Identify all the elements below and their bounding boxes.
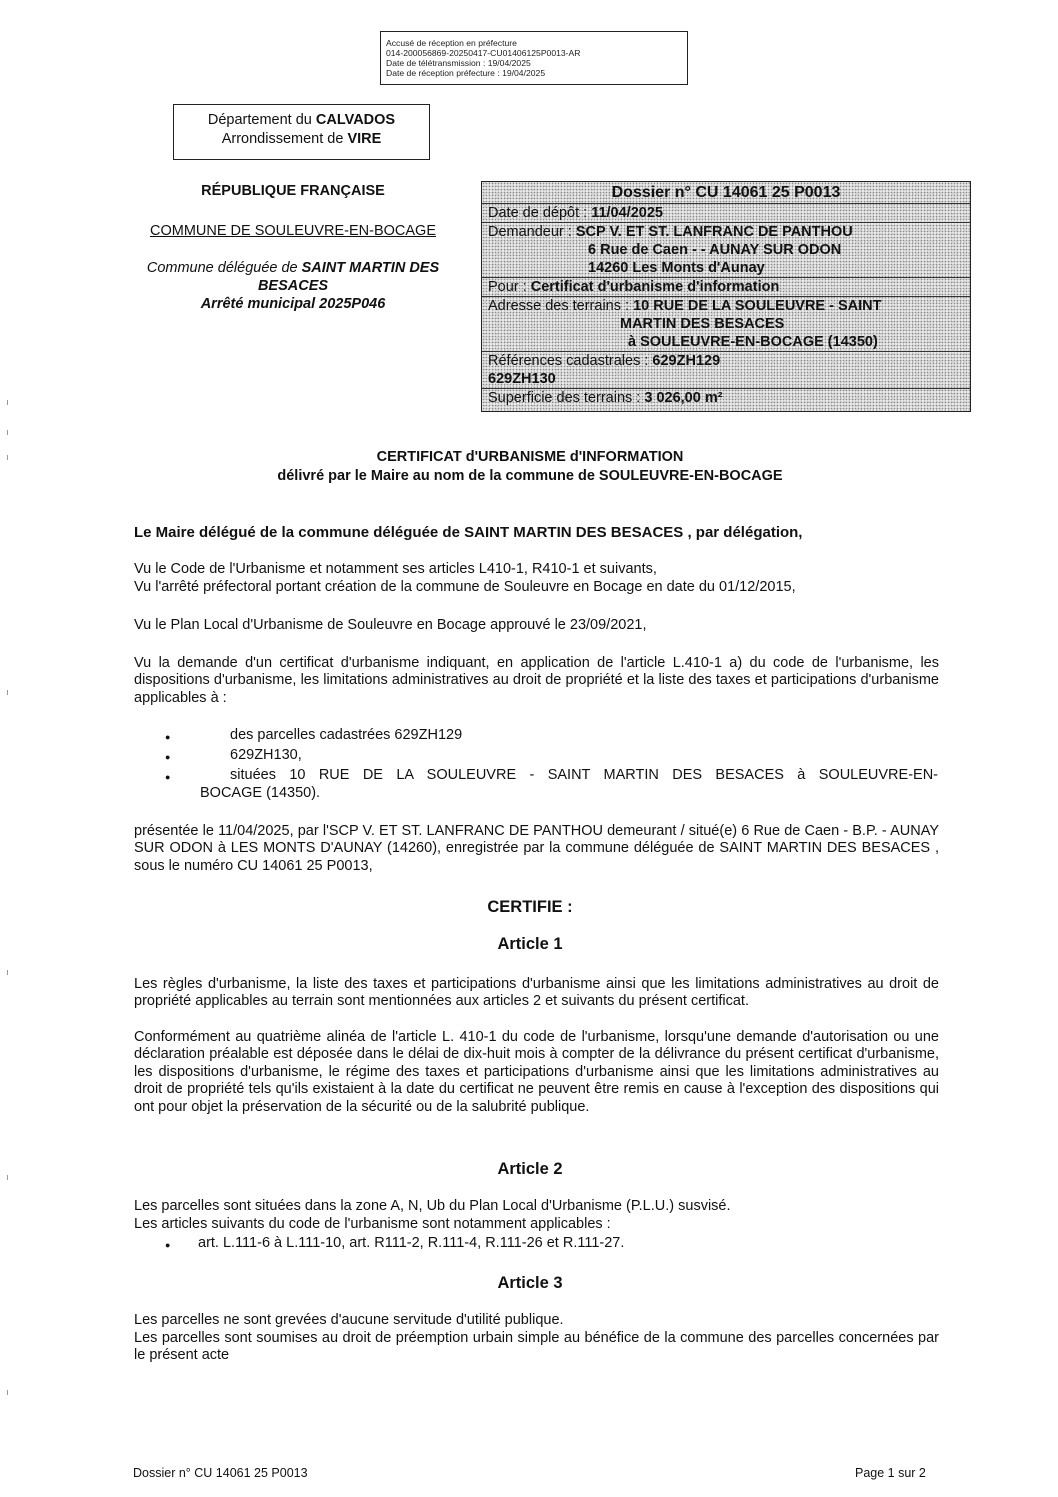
department-name: CALVADOS [315,112,396,128]
date-label: Date de dépôt : [488,205,592,221]
applicant-name: SCP V. ET ST. LANFRANC DE PANTHOU [575,224,853,240]
dossier-area-row [482,389,970,407]
bullet-icon: ● [165,772,171,782]
arrete-number: Arrêté municipal 2025P046 [200,296,386,312]
cadastral-label: Références cadastrales : [488,353,653,369]
article-2-line: Les articles suivants du code de l'urbanisme sont notamment applicables : [134,1216,611,1232]
scan-mark [7,1175,8,1180]
reception-stamp [380,31,688,85]
scan-mark [7,690,8,695]
dossier-address-row [482,297,970,352]
scan-mark [7,430,8,435]
dossier-box [481,181,971,412]
arrondissement-name: VIRE [347,131,382,147]
article-2-heading: Article 2 [497,1160,563,1178]
vu-code: Vu le Code de l'Urbanisme et notamment ses articles L410-1, R410-1 et suivants, [134,561,657,577]
dossier-title: Dossier n° CU 14061 25 P0013 [482,182,970,204]
for-value: Certificat d'urbanisme d'information [530,279,780,295]
article-1-paragraph: Conformément au quatrième alinéa de l'article L. 410-1 du code de l'urbanisme, lorsqu'une demande d'autorisation ou une déclaration préalable est déposée dans le délai de dix-huit mois à compter de la délivrance du présent certificat d'urbanisme, les dispositions d'urbanisme, le régime des taxes et participations d'urbanisme ainsi que les limitations administratives au droit de propriété tels qu'ils existaient à la date du certificat ne peuvent être remis en cause à l'exception des dispositions qui ont pour objet la préservation de la sécurité ou de la salubrité publique. [134,1029,939,1115]
certifie-heading: CERTIFIE : [487,898,573,916]
area-value: 3 026,00 m² [644,390,723,406]
arrondissement-line [174,130,429,149]
scan-mark [7,970,8,975]
article-2-line: Les parcelles sont situées dans la zone A, N, Ub du Plan Local d'Urbanisme (P.L.U.) susvisé. [134,1198,731,1214]
delegated-prefix: Commune déléguée de [146,260,302,276]
dossier-for-row [482,278,970,297]
republic-heading: RÉPUBLIQUE FRANÇAISE [201,183,385,199]
dossier-cadastral-row [482,352,970,389]
article-1-paragraph: Les règles d'urbanisme, la liste des taxes et participations d'urbanisme ainsi que les limitations administratives au droit de propriété applicables au terrain sont mentionnées aux articles 2 et suivants du présent certificat. [134,976,939,1010]
department-box [173,104,430,160]
dossier-applicant-row [482,223,970,278]
bullet-icon: ● [165,1240,171,1250]
list-item: des parcelles cadastrées 629ZH129 [230,727,463,743]
vu-demande: Vu la demande d'un certificat d'urbanisme indiquant, en application de l'article L.410-1 a) du code de l'urbanisme, les dispositions d'urbanisme, les limitations administratives au droit de propriété et la liste des taxes et participations d'urbanisme applicables à : [134,655,939,706]
applicant-address-line: 14260 Les Monts d'Aunay [588,260,765,276]
presented-statement: présentée le 11/04/2025, par l'SCP V. ET ST. LANFRANC DE PANTHOU demeurant / situé(e) 6 Rue de Caen - B.P. - AUNAY SUR ODON à LES MONTS D'AUNAY (14260), enregistrée par la commune déléguée de SAINT MARTIN DES BESACES , sous le numéro CU 14061 25 P0013, [134,823,939,874]
delegated-commune [128,259,458,295]
cadastral-ref: 629ZH130 [488,371,556,387]
stamp-line: Accusé de réception en préfecture [386,38,517,48]
stamp-line: Date de télétransmission : 19/04/2025 [386,58,531,68]
bullet-icon: ● [165,732,171,742]
vu-plu: Vu le Plan Local d'Urbanisme de Souleuvre en Bocage approuvé le 23/09/2021, [134,617,647,633]
department-prefix: Département du [207,112,316,128]
certificate-subtitle: délivré par le Maire au nom de la commune de SOULEUVRE-EN-BOCAGE [277,468,783,484]
delegated-name: SAINT MARTIN DES BESACES [257,260,440,294]
address-line: MARTIN DES BESACES [620,316,785,332]
arrondissement-prefix: Arrondissement de [221,131,348,147]
article-3-heading: Article 3 [497,1274,563,1292]
department-line [174,111,429,130]
date-value: 11/04/2025 [591,205,663,221]
article-3-line: Les parcelles sont soumises au droit de préemption urbain simple au bénéfice de la commune des parcelles concernées par le présent acte [134,1330,939,1364]
scan-mark [7,455,8,460]
cadastral-ref: 629ZH129 [652,353,721,369]
list-item: situées 10 RUE DE LA SOULEUVRE - SAINT MARTIN DES BESACES à SOULEUVRE-EN- [230,767,938,783]
footer-dossier: Dossier n° CU 14061 25 P0013 [133,1466,308,1480]
scan-mark [7,400,8,405]
list-item-continuation: BOCAGE (14350). [200,785,321,801]
list-item: 629ZH130, [230,747,302,763]
stamp-line: Date de réception préfecture : 19/04/2025 [386,68,546,78]
address-label: Adresse des terrains : [488,298,634,314]
article-3-line: Les parcelles ne sont grevées d'aucune servitude d'utilité publique. [134,1312,564,1328]
bullet-icon: ● [165,752,171,762]
commune-heading: COMMUNE DE SOULEUVRE-EN-BOCAGE [149,223,436,239]
article-1-heading: Article 1 [497,935,563,953]
vu-arrete: Vu l'arrêté préfectoral portant création de la commune de Souleuvre en Bocage en date du 01/12/2015, [134,579,796,595]
dossier-date-row [482,204,970,223]
address-line: à SOULEUVRE-EN-BOCAGE (14350) [628,334,878,350]
scan-mark [7,1390,8,1395]
certificate-title: CERTIFICAT d'URBANISME d'INFORMATION [376,449,684,465]
mayor-statement: Le Maire délégué de la commune déléguée de SAINT MARTIN DES BESACES , par délégation, [134,524,803,541]
page-number: Page 1 sur 2 [855,1466,926,1480]
applicant-label: Demandeur : [488,224,576,240]
area-label: Superficie des terrains : [488,390,645,406]
for-label: Pour : [488,279,531,295]
stamp-line: 014-200056869-20250417-CU01406125P0013-AR [386,48,581,58]
list-item: art. L.111-6 à L.111-10, art. R111-2, R.111-4, R.111-26 et R.111-27. [198,1235,625,1251]
address-line: 10 RUE DE LA SOULEUVRE - SAINT [633,298,882,314]
applicant-address-line: 6 Rue de Caen - - AUNAY SUR ODON [588,242,842,258]
